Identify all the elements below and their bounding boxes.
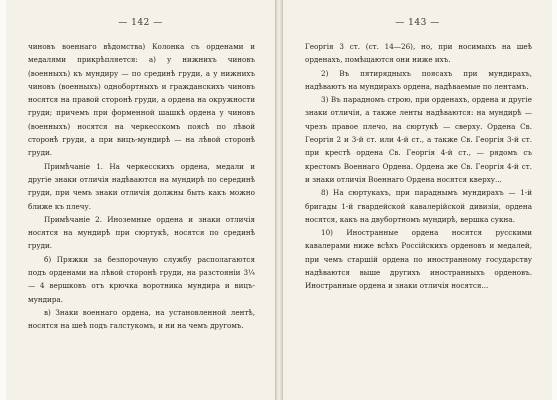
paragraph: б) Пряжки за безпорочную службу располагаются подъ орденами на лѣвой сторонѣ груди, на разстояніи 3¼ — 4 вершковъ отъ крючка воротника мундира и вицъ-мундира. <box>28 254 255 304</box>
paragraph: Георгія 3 ст. (ст. 14—26), но, при носимыхъ на шеѣ орденахъ, помѣщаются они ниже ихъ. <box>305 42 532 65</box>
left-page-number: — 142 — <box>118 18 163 28</box>
paragraph: чиновъ военнаго вѣдомства) Колонка съ орденами и медалями прикрѣпляется: а) у нижнихъ чиновъ (военныхъ) къ мундиру — по срединѣ груди, а у нижнихъ чиновъ (военныхъ) однобортныхъ и гражданскихъ чиновъ носятся на правой сторонѣ груди, а ордена на окружности груди; причемъ при форменной шашкѣ ордена у чиновъ (военныхъ) носятся на черкесскомъ поясѣ по лѣвой сторонѣ груди, а при вицъ-мундирѣ — на лѣвой сторонѣ груди. <box>28 42 255 158</box>
paragraph: 10) Иностранные ордена носятся русскими кавалерами ниже всѣхъ Россійскихъ орденовъ и медалей, при чемъ старшій ордена по иностранному государству надѣваются выше другихъ иностранныхъ орденовъ. Иностранные ордена и знаки отличія носятся... <box>305 228 532 291</box>
paragraph: Примѣчаніе 2. Иноземные ордена и знаки отличія носятся на мундирѣ при сюртукѣ, носятся по срединѣ груди. <box>28 214 255 251</box>
paragraph: 8) На сюртукахъ, при параднымъ мундирахъ — 1-й бригады 1-й гвардейской кавалерійской дивизіи, ордена носятся, какъ на двубортномъ мундирѣ, вершка сукна. <box>305 188 532 224</box>
right-page-number: — 143 — <box>395 18 440 28</box>
paragraph: 3) Въ парадномъ строю, при орденахъ, ордена и другіе знаки отличія, а также ленты надѣваются: на мундирѣ — чрезъ правое плечо, на сюртукѣ — сверху. Ордена Св. Георгія 2 и 3-й ст. или 4-й ст., а также Св. Георгія 3-й ст. при крестѣ ордена Св. Георгія 4-й ст., — рядомъ съ крестомъ Военнаго Ордена. Ордена же Св. Георгія 4-й ст. и знаки отличія Военнаго Ордена носятся кверху... <box>305 95 532 184</box>
right-page-body <box>305 40 532 386</box>
paragraph: 2) Въ пятирядныхъ поясахъ при мундирахъ, надѣваютъ на мундирахъ ордена, надѣваемые по лентамъ. <box>305 68 532 91</box>
right-page <box>282 0 552 400</box>
paragraph: Примѣчаніе 1. На черкесскихъ ордена, медали и другіе знаки отличія надѣваются на мундирѣ по серединѣ груди, при чемъ знаки отличія должны быть какъ можно ближе къ плечу. <box>28 161 255 211</box>
paragraph: в) Знаки военнаго ордена, на установленной лентѣ, носятся на шеѣ подъ галстукомъ, и ни на чемъ другомъ. <box>28 307 255 331</box>
left-page-body <box>28 40 255 386</box>
left-page <box>6 0 276 400</box>
